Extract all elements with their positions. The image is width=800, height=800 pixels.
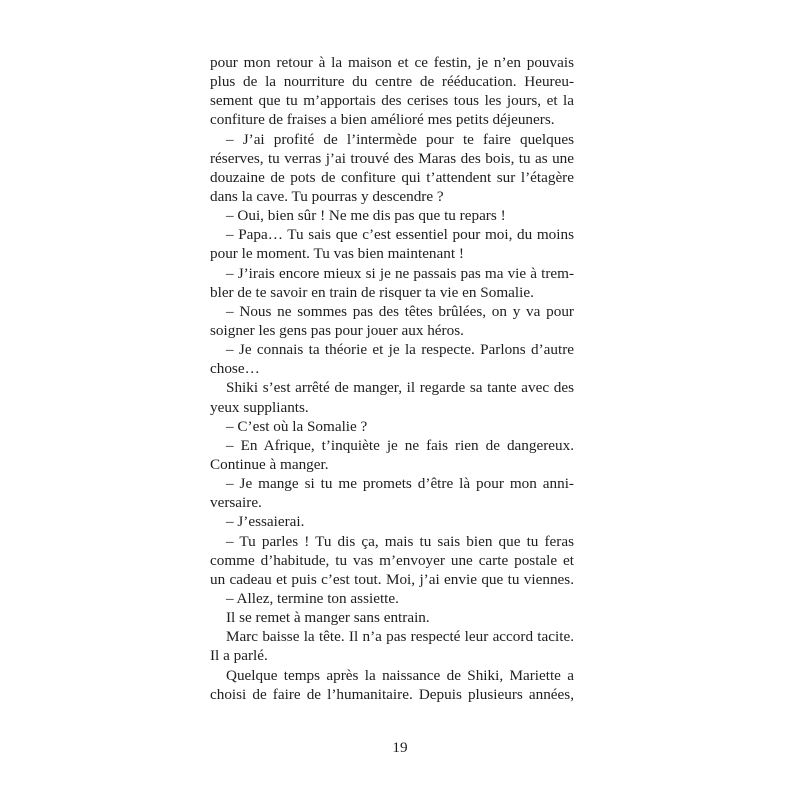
page-number: 19 [392,739,408,756]
text-line: – Nous ne sommes pas des têtes brûlées, on y va pour [226,302,574,320]
text-line: yeux suppliants. [210,398,309,416]
text-line: – C’est où la Somalie ? [226,417,368,435]
body-text [210,53,574,704]
text-line: Il se remet à manger sans entrain. [226,609,430,627]
text-line: confiture de fraises a bien amélioré mes petits déjeuners. [210,111,555,129]
text-line: – Allez, termine ton assiette. [226,589,399,607]
text-line: – J’essaierai. [226,513,305,531]
text-line: versaire. [210,494,262,512]
text-line: soigner les gens pas pour jouer aux héros. [210,321,464,339]
text-line: Il a parlé. [210,647,268,665]
text-line: bler de te savoir en train de risquer ta vie en Somalie. [210,283,534,301]
text-line: comme d’habitude, tu vas m’envoyer une carte postale et [210,551,574,569]
text-line: choisi de faire de l’humanitaire. Depuis plusieurs années, [210,685,574,703]
text-line: – J’ai profité de l’intermède pour te faire quelques [226,130,574,148]
text-line: douzaine de pots de confiture qui t’attendent sur l’étagère [210,168,574,186]
text-line: – Je mange si tu me promets d’être là pour mon anni- [226,475,574,493]
text-line: – Oui, bien sûr ! Ne me dis pas que tu repars ! [226,207,506,225]
text-line: chose… [210,360,260,378]
text-line: pour le moment. Tu vas bien maintenant ! [210,245,464,263]
text-line: Marc baisse la tête. Il n’a pas respecté leur accord tacite. [226,628,574,646]
text-line: sement que tu m’apportais des cerises tous les jours, et la [210,92,574,110]
text-line: – En Afrique, t’inquiète je ne fais rien de dangereux. [226,436,574,454]
text-line: Continue à manger. [210,455,329,473]
text-line: – Papa… Tu sais que c’est essentiel pour moi, du moins [226,226,574,244]
text-line: Shiki s’est arrêté de manger, il regarde sa tante avec des [226,379,574,397]
text-line: un cadeau et puis c’est tout. Moi, j’ai envie que tu viennes. [210,570,574,588]
text-line: pour mon retour à la maison et ce festin, je n’en pouvais [210,54,574,71]
text-line: – J’irais encore mieux si je ne passais pas ma vie à trem- [226,264,574,282]
text-line: plus de la nourriture du centre de rééducation. Heureu- [210,73,574,91]
text-line: réserves, tu verras j’ai trouvé des Maras des bois, tu as une [210,149,574,167]
text-line: dans la cave. Tu pourras y descendre ? [210,187,444,205]
text-line: Quelque temps après la naissance de Shiki, Mariette a [226,666,574,684]
text-line: – Tu parles ! Tu dis ça, mais tu sais bien que tu feras [226,532,574,550]
text-line: – Je connais ta théorie et je la respecte. Parlons d’autre [226,341,574,359]
